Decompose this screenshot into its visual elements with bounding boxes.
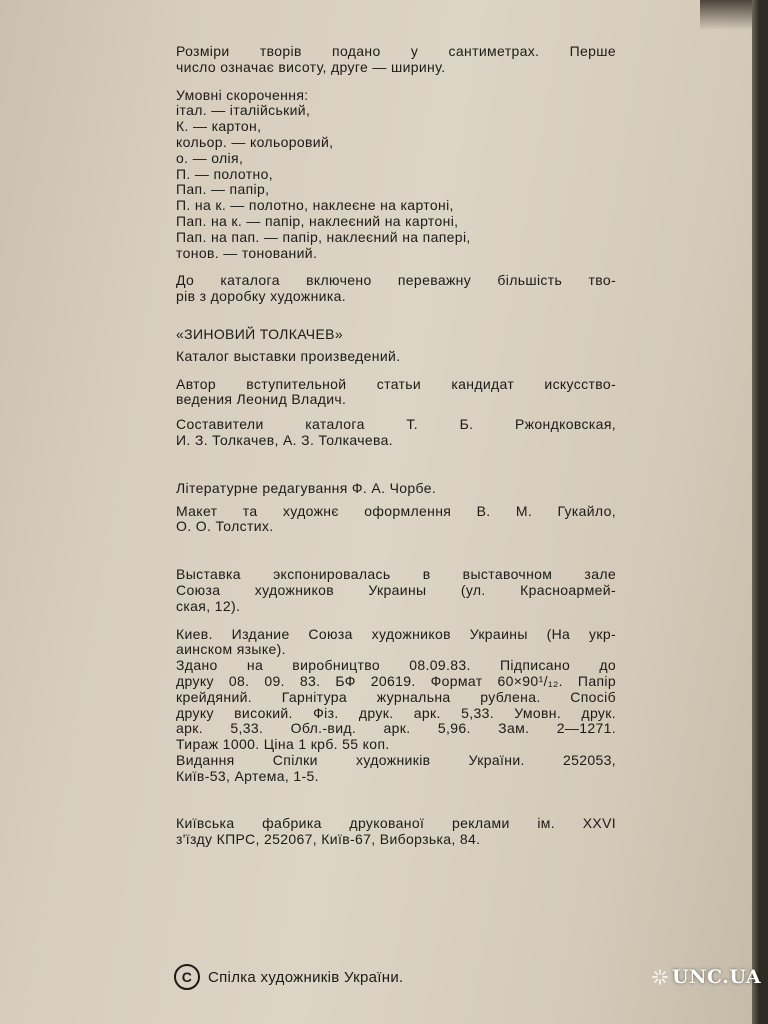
abbreviation-item: італ. — італійський, (176, 102, 311, 119)
imprint-line: Тираж 1000. Ціна 1 крб. 55 коп. (176, 736, 390, 753)
imprint-line: аинском языке). (176, 641, 286, 658)
exhibition-line: Выставка экспонировалась в выставочном зале (176, 566, 616, 583)
copyright-notice (174, 964, 404, 990)
copyright-text: Спілка художників України. (208, 968, 404, 986)
compilers-line: Составители каталога Т. Б. Ржондковская, (176, 416, 616, 433)
abbreviation-item: К. — картон, (176, 118, 262, 135)
imprint-line: друку високий. Фіз. друк. арк. 5,33. Умовн. друк. (176, 704, 616, 721)
printer-block (176, 816, 616, 848)
abbreviations-block (176, 88, 616, 262)
abbreviation-item: Пап. на к. — папір, наклеєний на картоні, (176, 212, 459, 229)
imprint-block (176, 627, 616, 785)
copyright-icon: C (174, 964, 200, 990)
imprint-line: Здано на виробництво 08.09.83. Підписано до (176, 657, 616, 674)
abbreviation-item: П. на к. — полотно, наклеєне на картоні, (176, 197, 454, 214)
author-block (176, 377, 616, 409)
imprint-line: Київ-53, Артема, 1-5. (176, 767, 319, 784)
author-line: Автор вступительной статьи кандидат искусство- (176, 375, 616, 392)
imprint-text-column (176, 44, 616, 848)
page-corner-shadow (700, 0, 760, 30)
site-watermark (652, 966, 761, 988)
imprint-line: друку 08. 09. 83. БФ 20619. Формат 60×90¹/₁₂. Папір (176, 672, 616, 689)
compilers-line: И. З. Толкачев, А. З. Толкачева. (176, 431, 393, 448)
abbreviation-item: Пап. — папір, (176, 181, 270, 198)
catalog-note-block (176, 273, 616, 305)
intro-line: число означає висоту, друге — ширину. (176, 58, 446, 75)
intro-line: Розміри творів подано у сантиметрах. Перше (176, 43, 616, 59)
abbreviation-item: П. — полотно, (176, 165, 273, 182)
editing-block (176, 481, 616, 535)
intro-block (176, 44, 616, 76)
exhibition-line: ская, 12). (176, 597, 241, 614)
abbreviation-item: кольор. — кольоровий, (176, 133, 334, 150)
catalog-note-line: рів з доробку художника. (176, 288, 347, 305)
page-edge (752, 0, 760, 1024)
abbreviation-item: о. — олія, (176, 149, 244, 166)
printer-line: з'їзду КПРС, 252067, Київ-67, Виборзька, 84. (176, 831, 481, 848)
compilers-block (176, 417, 616, 449)
exhibition-block (176, 567, 616, 614)
imprint-line: Видання Спілки художників України. 252053, (176, 751, 616, 768)
abbreviations-title: Умовні скорочення: (176, 86, 309, 103)
imprint-line: Киев. Издание Союза художников Украины (На укр- (176, 625, 616, 642)
catalog-note-line: До каталога включено переважну більшість тво- (176, 272, 616, 289)
watermark-text: UNC.UA (672, 966, 762, 988)
imprint-line: арк. 5,33. Обл.-вид. арк. 5,96. Зам. 2—1271. (176, 720, 616, 737)
layout-line: Макет та художнє оформлення В. М. Гукайло, (176, 502, 616, 519)
imprint-line: крейдяний. Гарнітура журнальна рублена. Спосіб (176, 688, 616, 705)
starburst-icon (652, 969, 668, 985)
author-line: ведения Леонид Владич. (176, 391, 347, 408)
exhibition-line: Союза художников Украины (ул. Красноармей- (176, 581, 616, 598)
editing-line: Літературне редагування Ф. А. Чорбе. (176, 479, 437, 496)
printer-line: Київська фабрика друкованої реклами ім. XXVI (176, 815, 616, 832)
book-title-block (176, 327, 616, 365)
abbreviation-item: Пап. на пап. — папір, наклеєний на папері, (176, 228, 471, 245)
book-subtitle: Каталог выставки произведений. (176, 347, 401, 364)
layout-line: О. О. Толстих. (176, 518, 274, 535)
abbreviation-item: тонов. — тонований. (176, 244, 318, 261)
book-title: «ЗИНОВИЙ ТОЛКАЧЕВ» (176, 325, 343, 342)
